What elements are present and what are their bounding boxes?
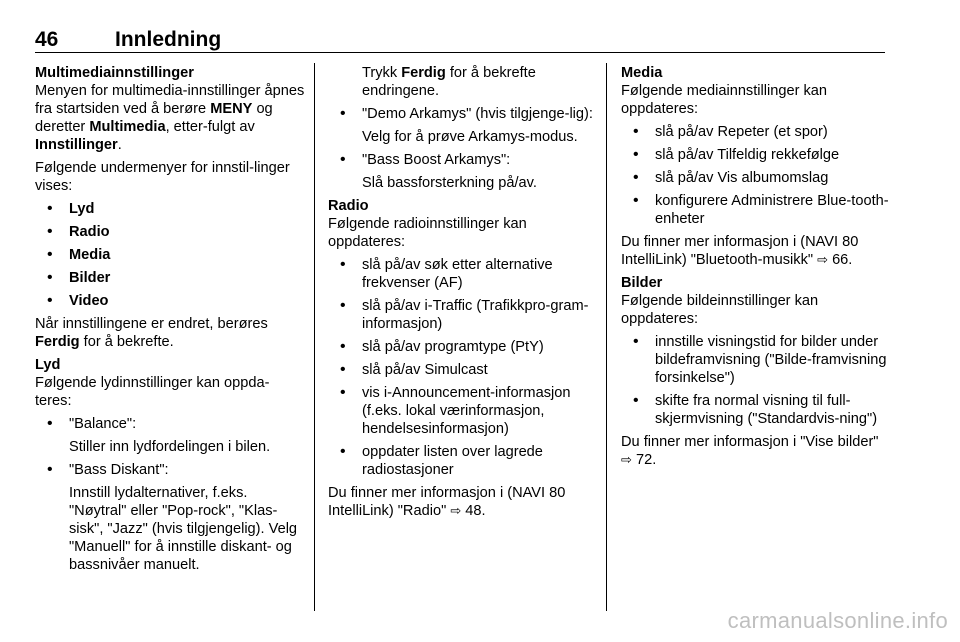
- page-number: 46: [35, 28, 59, 51]
- list-item: • slå på/av søk etter alternative frekvenser (AF): [328, 256, 598, 292]
- list-item: • konfigurere Administrere Blue-tooth-enheter: [621, 192, 889, 228]
- page-header: [35, 28, 885, 52]
- paragraph: Følgende radioinnstillinger kan oppdateres:: [328, 216, 527, 250]
- list-item: • skifte fra normal visning til full-skjermvisning ("Standardvis-ning"): [621, 392, 889, 428]
- list-item: • Radio: [35, 223, 305, 241]
- section-heading: Radio: [328, 198, 369, 214]
- list-item: • Bilder: [35, 269, 305, 287]
- paragraph: Trykk Ferdig for å bekrefte endringene.: [362, 65, 536, 99]
- cross-reference: Du finner mer informasjon i (NAVI 80 IntelliLink) "Radio" ⇨ 48.: [328, 485, 566, 519]
- list-item: • vis i-Announcement-informasjon (f.eks. lokal værinformasjon, hendelsesinformasjon): [328, 384, 598, 438]
- column-3: [621, 64, 889, 474]
- radio-settings-list: [328, 256, 598, 479]
- column-divider: [606, 63, 607, 611]
- sound-settings-list: [35, 415, 305, 574]
- section-heading: Bilder: [621, 275, 663, 291]
- section-heading: Media: [621, 65, 663, 81]
- page-reference-icon: ⇨: [621, 452, 632, 467]
- list-item: • slå på/av Tilfeldig rekkefølge: [621, 146, 889, 164]
- list-item: • slå på/av Simulcast: [328, 361, 598, 379]
- media-settings-list: [621, 123, 889, 228]
- list-item: • oppdater listen over lagrede radiostasjoner: [328, 443, 598, 479]
- list-item: • innstille visningstid for bilder under bildeframvisning ("Bilde-framvisning forsinkelse"): [621, 333, 889, 387]
- list-item: • slå på/av Vis albumomslag: [621, 169, 889, 187]
- paragraph: Følgende lydinnstillinger kan oppda-teres:: [35, 375, 270, 409]
- list-item: • "Bass Diskant": Innstill lydalternativer, f.eks. "Nøytral" eller "Pop-rock", "Klas-sisk", "Jazz" (hvis tilgjengelig). Velg "Manuell" for å innstille diskant- og bassnivåer manuelt.: [35, 461, 305, 574]
- header-rule: [35, 52, 885, 53]
- section-heading: Multimediainnstillinger: [35, 65, 194, 81]
- list-item: • "Bass Boost Arkamys": Slå bassforsterkning på/av.: [328, 151, 598, 192]
- list-item: • slå på/av i-Traffic (Trafikkpro-gram-informasjon): [328, 297, 598, 333]
- sound-settings-list: [328, 105, 598, 192]
- page-reference-icon: ⇨: [450, 503, 462, 518]
- paragraph: Følgende bildeinnstillinger kan oppdateres:: [621, 293, 819, 327]
- section-heading: Lyd: [35, 357, 61, 373]
- column-2: [328, 64, 598, 525]
- running-title: Innledning: [115, 28, 222, 51]
- picture-settings-list: [621, 333, 889, 428]
- list-item: • slå på/av Repeter (et spor): [621, 123, 889, 141]
- list-item: • Video: [35, 292, 305, 310]
- submenu-list: [35, 200, 305, 310]
- paragraph: Følgende undermenyer for innstil-linger vises:: [35, 160, 290, 194]
- list-item: • "Demo Arkamys" (hvis tilgjenge-lig): Velg for å prøve Arkamys-modus.: [328, 105, 598, 146]
- watermark: carmanualsonline.info: [727, 608, 948, 633]
- list-item: • slå på/av programtype (PtY): [328, 338, 598, 356]
- column-divider: [314, 63, 315, 611]
- list-item: • Media: [35, 246, 305, 264]
- cross-reference: Du finner mer informasjon i (NAVI 80 IntelliLink) "Bluetooth-musikk" ⇨ 66.: [621, 234, 859, 268]
- list-item: • "Balance": Stiller inn lydfordelingen i bilen.: [35, 415, 305, 456]
- paragraph: Menyen for multimedia-innstillinger åpnes fra startsiden ved å berøre MENY og deretter Multimedia, etter-fulgt av Innstillinger.: [35, 83, 305, 153]
- cross-reference: Du finner mer informasjon i "Vise bilder" ⇨ 72.: [621, 434, 879, 468]
- paragraph: Når innstillingene er endret, berøres Ferdig for å bekrefte.: [35, 316, 268, 350]
- column-1: [35, 64, 305, 579]
- paragraph: Følgende mediainnstillinger kan oppdateres:: [621, 83, 828, 117]
- page-reference-icon: ⇨: [817, 252, 829, 267]
- list-item: • Lyd: [35, 200, 305, 218]
